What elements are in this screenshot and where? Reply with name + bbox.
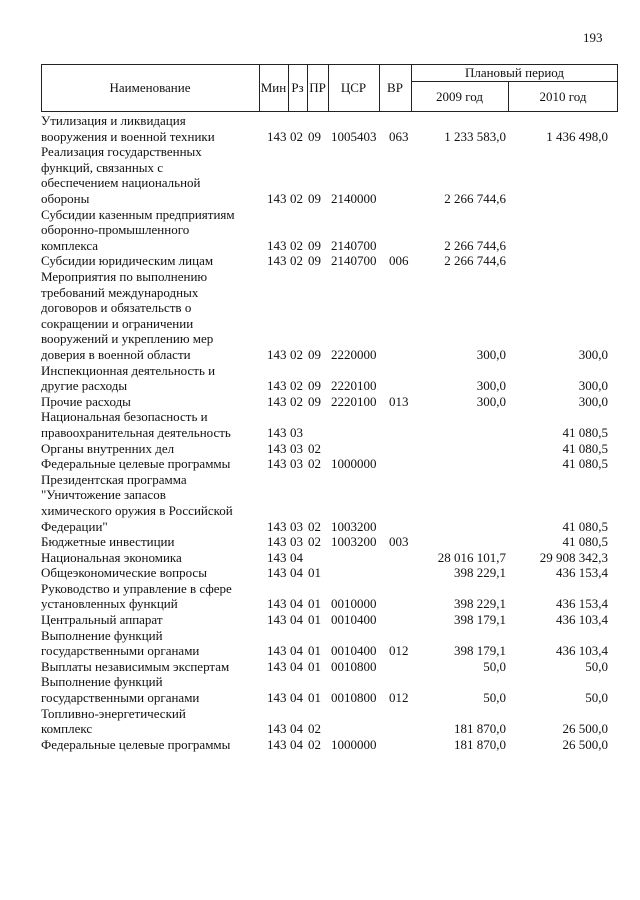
row-year2-amount: 50,0 — [585, 690, 608, 706]
row-name-line: другие расходы — [41, 378, 128, 394]
header-year1: 2009 год — [436, 89, 483, 104]
row-name — [41, 409, 266, 440]
row-name-line: Органы внутренних дел — [41, 440, 175, 456]
row-min: 143 — [267, 534, 287, 550]
row-name — [41, 441, 266, 457]
row-year1-amount: 398 229,1 — [454, 565, 506, 581]
row-name — [41, 581, 266, 612]
row-min: 143 — [267, 721, 287, 737]
header-period-divider — [411, 81, 618, 82]
row-rz: 03 — [290, 424, 303, 440]
row-name-line: Утилизация и ликвидация — [41, 113, 186, 128]
table-row — [0, 456, 640, 472]
table-row — [0, 253, 640, 269]
row-min: 143 — [267, 253, 287, 269]
row-rz: 04 — [290, 565, 303, 581]
row-rz: 02 — [290, 253, 303, 269]
row-rz: 02 — [290, 190, 303, 206]
row-year1-amount: 300,0 — [476, 393, 506, 409]
row-name-line: Выполнение функций — [41, 674, 163, 690]
row-rz: 02 — [290, 346, 303, 362]
row-name-line: Федеральные целевые программы — [41, 736, 231, 752]
table-row — [0, 394, 640, 410]
row-csr: 2140700 — [331, 237, 377, 253]
row-year2-amount: 300,0 — [578, 378, 608, 394]
table-row — [0, 612, 640, 628]
row-name-line: обеспечением национальной — [41, 175, 201, 191]
row-year2-amount: 300,0 — [578, 393, 608, 409]
table-row — [0, 550, 640, 566]
row-rz: 04 — [290, 643, 303, 659]
row-pr: 01 — [308, 612, 321, 628]
row-name-line: Субсидии юридическим лицам — [41, 253, 214, 269]
table-row — [0, 565, 640, 581]
row-name-line: договоров и обязательств о — [41, 300, 192, 316]
row-name-line: Топливно-энергетический — [41, 705, 186, 721]
row-year2-amount: 436 153,4 — [556, 565, 608, 581]
row-year2-amount: 436 153,4 — [556, 596, 608, 612]
table-row — [0, 674, 640, 705]
row-name-line: вооружения и военной техники — [41, 128, 215, 144]
row-name — [41, 612, 266, 628]
row-vr: 013 — [389, 393, 409, 409]
row-csr: 1003200 — [331, 518, 377, 534]
row-name-line: Президентская программа — [41, 471, 187, 487]
row-year1-amount: 181 870,0 — [454, 721, 506, 737]
row-name-line: Национальная экономика — [41, 549, 182, 565]
row-pr: 09 — [308, 128, 321, 144]
row-rz: 04 — [290, 596, 303, 612]
row-name-line: комплекс — [41, 721, 93, 737]
table-row — [0, 737, 640, 753]
row-min: 143 — [267, 378, 287, 394]
row-rz: 04 — [290, 736, 303, 752]
row-name — [41, 550, 266, 566]
row-name-line: химического оружия в Российской — [41, 502, 233, 518]
row-year2-amount: 41 080,5 — [562, 518, 608, 534]
row-min: 143 — [267, 596, 287, 612]
row-pr: 01 — [308, 643, 321, 659]
row-year2-amount: 26 500,0 — [562, 736, 608, 752]
row-year1-amount: 1 233 583,0 — [444, 128, 506, 144]
row-min: 143 — [267, 690, 287, 706]
row-csr: 0010400 — [331, 612, 377, 628]
row-vr: 012 — [389, 643, 409, 659]
header-pr: ПР — [309, 80, 326, 95]
row-year1-amount: 50,0 — [483, 658, 506, 674]
row-name — [41, 534, 266, 550]
row-vr: 006 — [389, 253, 409, 269]
row-name-line: Федерации" — [41, 518, 108, 534]
row-min: 143 — [267, 643, 287, 659]
row-name-line: Инспекционная деятельность и — [41, 362, 216, 378]
row-year1-amount: 28 016 101,7 — [437, 549, 506, 565]
row-name-line: Центральный аппарат — [41, 612, 163, 628]
row-year1-amount: 2 266 744,6 — [444, 237, 506, 253]
row-pr: 01 — [308, 596, 321, 612]
row-vr: 012 — [389, 690, 409, 706]
row-pr: 09 — [308, 190, 321, 206]
row-csr: 2140000 — [331, 190, 377, 206]
row-min: 143 — [267, 658, 287, 674]
row-name — [41, 269, 266, 363]
row-name-line: вооружений и укреплению мер — [41, 331, 214, 347]
row-name-line: Реализация государственных — [41, 144, 202, 160]
row-vr: 003 — [389, 534, 409, 550]
row-name-line: Мероприятия по выполнению — [41, 268, 208, 284]
row-rz: 04 — [290, 721, 303, 737]
row-name-line: установленных функций — [41, 596, 178, 612]
row-year2-amount: 50,0 — [585, 658, 608, 674]
row-name-line: государственными органами — [41, 643, 200, 659]
header-name: Наименование — [109, 80, 191, 95]
row-pr: 01 — [308, 658, 321, 674]
row-name-line: комплекса — [41, 237, 99, 253]
row-pr: 02 — [308, 736, 321, 752]
row-name-line: Общеэкономические вопросы — [41, 565, 207, 581]
row-pr: 02 — [308, 534, 321, 550]
row-pr: 09 — [308, 253, 321, 269]
row-year1-amount: 2 266 744,6 — [444, 253, 506, 269]
row-csr: 0010000 — [331, 596, 377, 612]
row-year2-amount: 29 908 342,3 — [539, 549, 608, 565]
header-period: Плановый период — [464, 65, 565, 80]
row-rz: 02 — [290, 128, 303, 144]
row-name-line: доверия в военной области — [41, 346, 191, 362]
row-year1-amount: 300,0 — [476, 378, 506, 394]
row-year2-amount: 300,0 — [578, 346, 608, 362]
row-year2-amount: 436 103,4 — [556, 643, 608, 659]
row-year1-amount: 398 229,1 — [454, 596, 506, 612]
header-vr: ВР — [387, 80, 403, 95]
row-year2-amount: 41 080,5 — [562, 440, 608, 456]
table-row — [0, 409, 640, 440]
row-min: 143 — [267, 736, 287, 752]
row-name-line: Выплаты независимым экспертам — [41, 658, 230, 674]
row-name — [41, 363, 266, 394]
row-pr: 09 — [308, 393, 321, 409]
row-year2-amount: 41 080,5 — [562, 534, 608, 550]
header-rz: Рз — [291, 80, 304, 95]
table-row — [0, 113, 640, 144]
row-csr: 0010800 — [331, 658, 377, 674]
row-vr: 063 — [389, 128, 409, 144]
header-year2: 2010 год — [539, 89, 587, 104]
row-min: 143 — [267, 237, 287, 253]
row-name-line: Федеральные целевые программы — [41, 456, 231, 472]
row-name-line: Бюджетные инвестиции — [41, 534, 175, 550]
row-csr: 0010800 — [331, 690, 377, 706]
row-rz: 02 — [290, 237, 303, 253]
row-year1-amount: 398 179,1 — [454, 612, 506, 628]
header-csr: ЦСР — [340, 80, 367, 95]
table-row — [0, 534, 640, 550]
table-row — [0, 659, 640, 675]
row-csr: 2220100 — [331, 378, 377, 394]
row-year2-amount: 41 080,5 — [562, 424, 608, 440]
row-min: 143 — [267, 346, 287, 362]
row-min: 143 — [267, 190, 287, 206]
row-name-line: государственными органами — [41, 690, 200, 706]
row-rz: 04 — [290, 690, 303, 706]
row-year2-amount: 41 080,5 — [562, 456, 608, 472]
table-row — [0, 706, 640, 737]
row-min: 143 — [267, 393, 287, 409]
row-name-line: Национальная безопасность и — [41, 409, 208, 425]
row-pr: 09 — [308, 378, 321, 394]
row-rz: 02 — [290, 393, 303, 409]
row-name-line: функций, связанных с — [41, 159, 164, 175]
row-name-line: Субсидии казенным предприятиям — [41, 206, 235, 222]
row-name — [41, 737, 266, 753]
row-rz: 03 — [290, 456, 303, 472]
row-rz: 03 — [290, 534, 303, 550]
row-pr: 02 — [308, 456, 321, 472]
row-year1-amount: 50,0 — [483, 690, 506, 706]
row-csr: 1005403 — [331, 128, 377, 144]
row-min: 143 — [267, 424, 287, 440]
row-rz: 02 — [290, 378, 303, 394]
row-csr: 2140700 — [331, 253, 377, 269]
row-pr: 09 — [308, 237, 321, 253]
row-csr: 0010400 — [331, 643, 377, 659]
row-min: 143 — [267, 549, 287, 565]
row-year2-amount: 1 436 498,0 — [546, 128, 608, 144]
row-year2-amount: 26 500,0 — [562, 721, 608, 737]
row-name — [41, 565, 266, 581]
row-csr: 2220000 — [331, 346, 377, 362]
row-year1-amount: 2 266 744,6 — [444, 190, 506, 206]
row-pr: 02 — [308, 440, 321, 456]
page-number: 193 — [583, 30, 603, 45]
header-min: Мин — [260, 80, 287, 95]
row-name-line: Прочие расходы — [41, 393, 131, 409]
table-row — [0, 269, 640, 363]
row-name-line: сокращении и ограничении — [41, 315, 194, 331]
row-year2-amount: 436 103,4 — [556, 612, 608, 628]
row-name — [41, 659, 266, 675]
row-min: 143 — [267, 565, 287, 581]
row-pr: 01 — [308, 565, 321, 581]
row-rz: 03 — [290, 440, 303, 456]
row-name — [41, 628, 266, 659]
table-row — [0, 628, 640, 659]
row-name — [41, 472, 266, 534]
table-row — [0, 363, 640, 394]
table-row — [0, 581, 640, 612]
row-name — [41, 113, 266, 144]
row-name-line: Выполнение функций — [41, 627, 163, 643]
row-year1-amount: 398 179,1 — [454, 643, 506, 659]
row-name — [41, 674, 266, 705]
table-body — [0, 113, 640, 752]
row-name — [41, 394, 266, 410]
row-name-line: оборонно-промышленного — [41, 222, 190, 238]
table-row — [0, 472, 640, 534]
row-year1-amount: 181 870,0 — [454, 736, 506, 752]
row-rz: 04 — [290, 658, 303, 674]
row-name — [41, 706, 266, 737]
row-csr: 1000000 — [331, 456, 377, 472]
row-pr: 02 — [308, 518, 321, 534]
row-csr: 2220100 — [331, 393, 377, 409]
row-pr: 09 — [308, 346, 321, 362]
row-pr: 02 — [308, 721, 321, 737]
row-min: 143 — [267, 128, 287, 144]
row-rz: 04 — [290, 549, 303, 565]
row-name — [41, 144, 266, 206]
row-name-line: обороны — [41, 190, 90, 206]
row-pr: 01 — [308, 690, 321, 706]
row-name-line: "Уничтожение запасов — [41, 487, 166, 503]
row-name — [41, 456, 266, 472]
row-csr: 1000000 — [331, 736, 377, 752]
row-csr: 1003200 — [331, 534, 377, 550]
row-name — [41, 253, 266, 269]
table-row — [0, 144, 640, 206]
row-min: 143 — [267, 612, 287, 628]
table-row — [0, 441, 640, 457]
table-header — [41, 64, 618, 112]
row-rz: 03 — [290, 518, 303, 534]
row-name-line: Руководство и управление в сфере — [41, 580, 232, 596]
header-bottom-border — [41, 111, 618, 112]
row-min: 143 — [267, 456, 287, 472]
row-min: 143 — [267, 440, 287, 456]
row-name-line: требований международных — [41, 284, 199, 300]
row-min: 143 — [267, 518, 287, 534]
table-row — [0, 207, 640, 254]
row-name-line: правоохранительная деятельность — [41, 424, 231, 440]
row-name — [41, 207, 266, 254]
row-rz: 04 — [290, 612, 303, 628]
row-year1-amount: 300,0 — [476, 346, 506, 362]
